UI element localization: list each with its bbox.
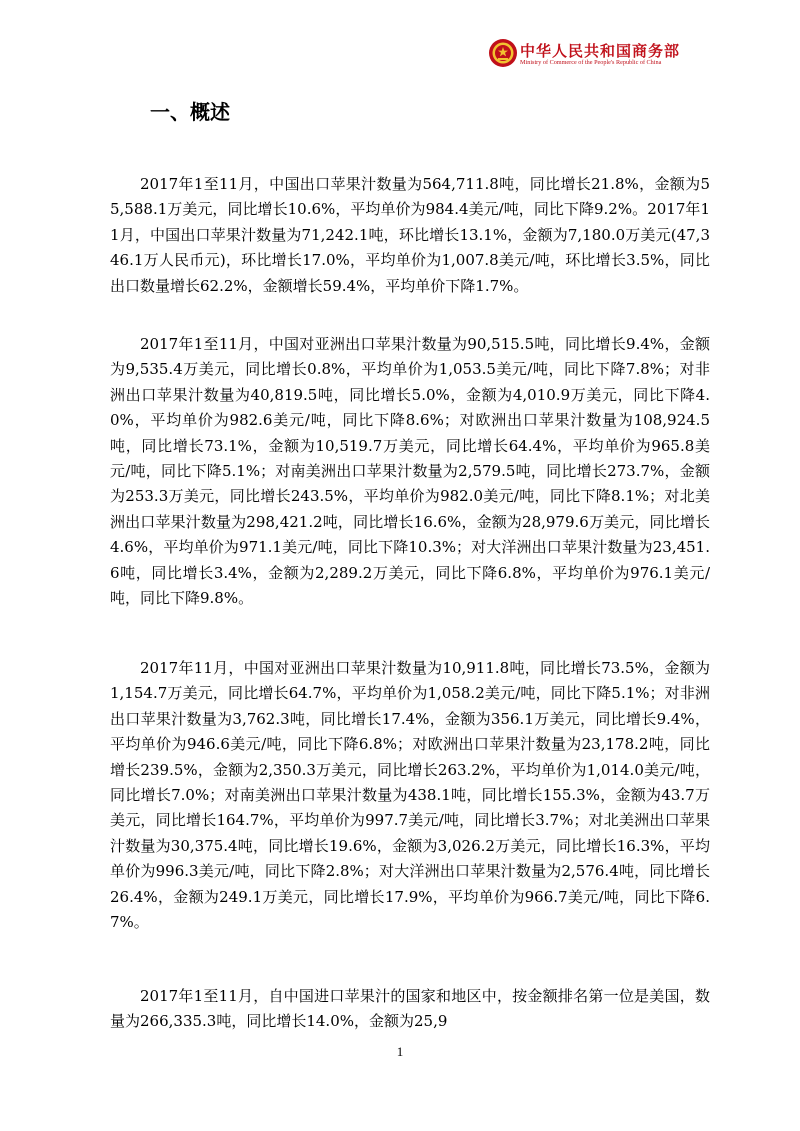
paragraph-3: 2017年11月，中国对亚洲出口苹果汁数量为10,911.8吨，同比增长73.5%，金额为1,154.7万美元，同比增长64.7%，平均单价为1,058.2美元/吨，同比下降5.1%；对非洲出口苹果汁数量为3,762.3吨，同比增长17.4%，金额为356.1万美元，同比增长9.4%，平均单价为946.6美元/吨，同比下降6.8%；对欧洲出口苹果汁数量为23,178.2吨，同比增长239.5%，金额为2,350.3万美元，同比增长263.2%，平均单价为1,014.0美元/吨，同比增长7.0%；对南美洲出口苹果汁数量为438.1吨，同比增长155.3%，金额为43.7万美元，同比增长164.7%，平均单价为997.7美元/吨，同比增长3.7%；对北美洲出口苹果汁数量为30,375.4吨，同比增长19.6%，金额为3,026.2万美元，同比增长16.3%，平均单价为996.3美元/吨，同比下降2.8%；对大洋洲出口苹果汁数量为2,576.4吨，同比增长26.4%，金额为249.1万美元，同比增长17.9%，平均单价为966.7美元/吨，同比下降6.7%。 (110, 659, 710, 932)
national-emblem-icon (488, 38, 518, 68)
ministry-name-cn: 中华人民共和国商务部 (520, 42, 681, 60)
ministry-name-en: Ministry of Commerce of the People's Republic of China (520, 59, 662, 66)
section-title: 一、概述 (150, 100, 230, 124)
paragraph-2: 2017年1至11月，中国对亚洲出口苹果汁数量为90,515.5吨，同比增长9.4%，金额为9,535.4万美元，同比增长0.8%，平均单价为1,053.5美元/吨，同比下降7.8%；对非洲出口苹果汁数量为40,819.5吨，同比增长5.0%，金额为4,010.9万美元，同比下降4.0%，平均单价为982.6美元/吨，同比下降8.6%；对欧洲出口苹果汁数量为108,924.5吨，同比增长73.1%，金额为10,519.7万美元，同比增长64.4%，平均单价为965.8美元/吨，同比下降5.1%；对南美洲出口苹果汁数量为2,579.5吨，同比增长273.7%，金额为253.3万美元，同比增长243.5%，平均单价为982.0美元/吨，同比下降8.1%；对北美洲出口苹果汁数量为298,421.2吨，同比增长16.6%，金额为28,979.6万美元，同比增长4.6%，平均单价为971.1美元/吨，同比下降10.3%；对大洋洲出口苹果汁数量为23,451.6吨，同比增长3.4%，金额为2,289.2万美元，同比下降6.8%，平均单价为976.1美元/吨，同比下降9.8%。 (110, 335, 710, 608)
paragraph-4: 2017年1至11月，自中国进口苹果汁的国家和地区中，按金额排名第一位是美国，数量为266,335.3吨，同比增长14.0%，金额为25,9 (110, 987, 710, 1031)
ministry-logo (488, 38, 688, 78)
paragraph-1: 2017年1至11月，中国出口苹果汁数量为564,711.8吨，同比增长21.8%，金额为55,588.1万美元，同比增长10.6%，平均单价为984.4美元/吨，同比下降9.2%。2017年11月，中国出口苹果汁数量为71,242.1吨，环比增长13.1%，金额为7,180.0万美元(47,346.1万人民币元)，环比增长17.0%，平均单价为1,007.8美元/吨，环比增长3.5%，同比出口数量增长62.2%，金额增长59.4%，平均单价下降1.7%。 (110, 175, 710, 295)
page-number: 1 (396, 1044, 404, 1059)
